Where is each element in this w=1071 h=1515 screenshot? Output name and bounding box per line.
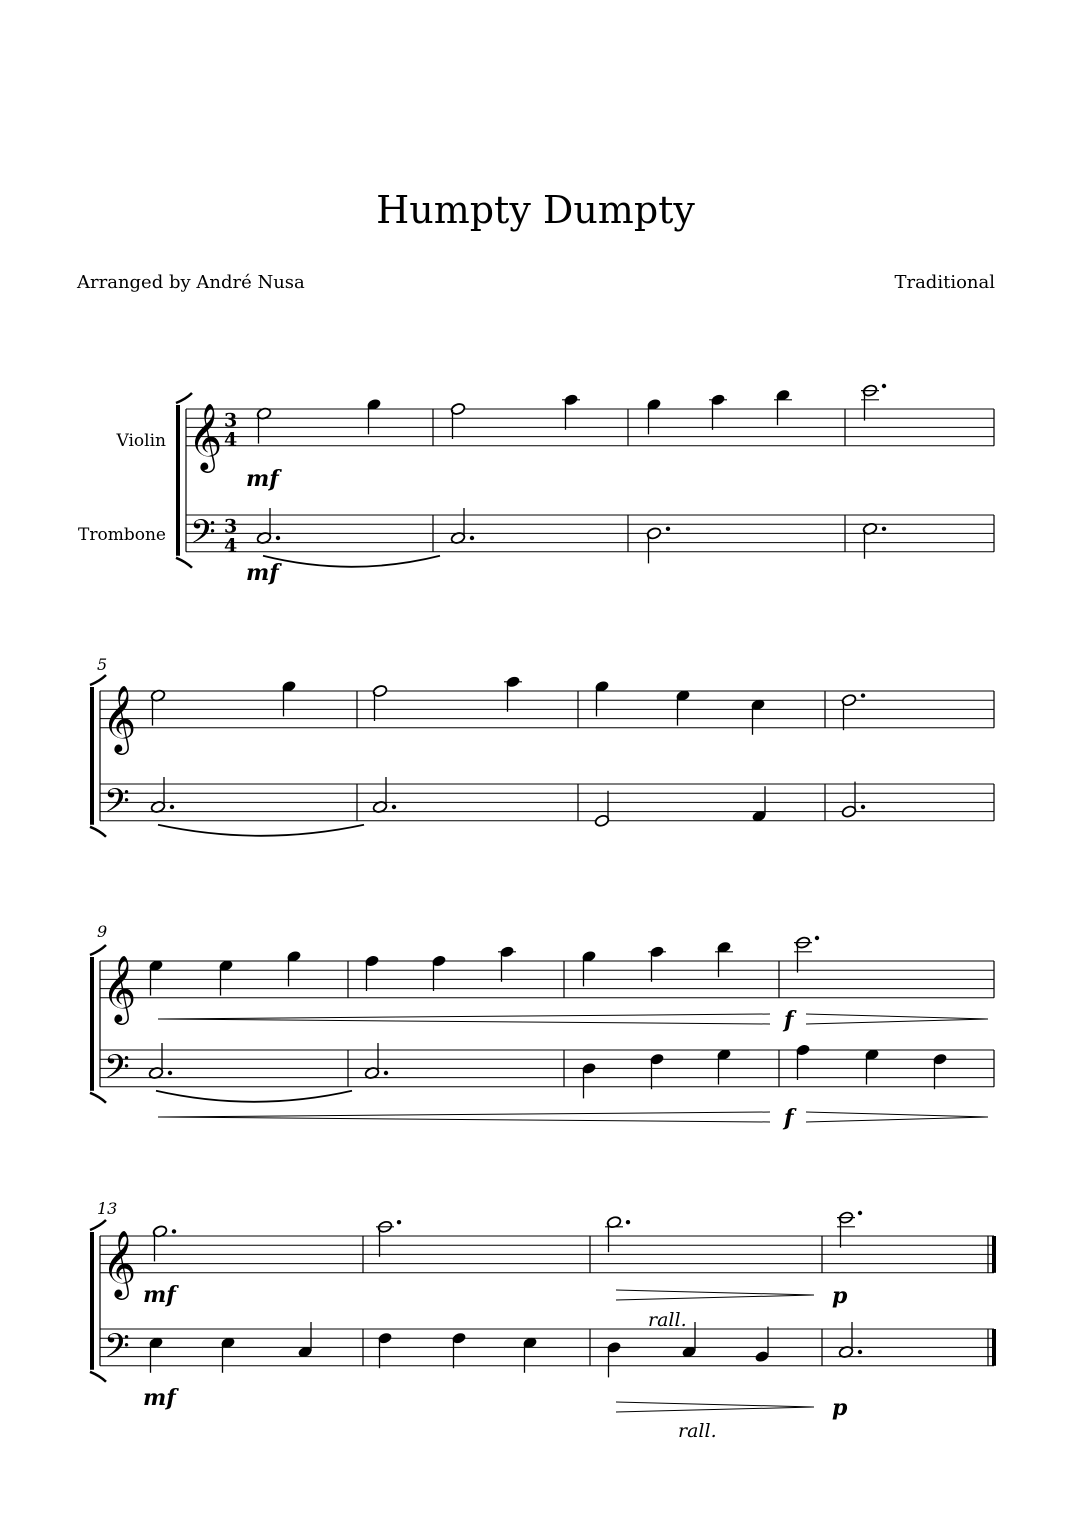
dynamic-p: p (832, 1283, 848, 1309)
hairpin (616, 1290, 814, 1295)
measure-number: 9 (97, 922, 108, 941)
dynamic-f: f (784, 1105, 794, 1131)
tempo-rall: rall. (648, 1309, 687, 1331)
augmentation-dot (392, 805, 396, 809)
augmentation-dot (276, 536, 280, 540)
hairpin (806, 1112, 988, 1117)
hairpin (158, 1019, 770, 1024)
page-title: Humpty Dumpty (376, 188, 695, 232)
augmentation-dot (470, 536, 474, 540)
dynamic-mf: mf (143, 1282, 176, 1308)
hairpin (616, 1295, 814, 1300)
instrument-label-violin: Violin (116, 431, 166, 451)
treble-clef: 𝄞 (188, 401, 223, 470)
instrument-label-trombone: Trombone (78, 525, 166, 545)
augmentation-dot (882, 527, 886, 531)
time-signature-top: 3 (224, 409, 238, 432)
arranger-credit: Arranged by André Nusa (77, 272, 305, 293)
treble-clef: 𝄞 (102, 953, 137, 1022)
augmentation-dot (861, 693, 865, 697)
measure-number: 13 (97, 1199, 118, 1218)
hairpin (616, 1402, 814, 1407)
tie (158, 825, 364, 836)
augmentation-dot (882, 384, 886, 388)
dynamic-p: p (832, 1395, 848, 1421)
hairpin (806, 1117, 988, 1122)
treble-clef: 𝄞 (102, 683, 137, 752)
bass-clef: 𝄢 (104, 782, 130, 829)
augmentation-dot (815, 936, 819, 940)
augmentation-dot (397, 1220, 401, 1224)
hairpin (806, 1014, 988, 1019)
bass-clef: 𝄢 (104, 1327, 130, 1374)
dynamic-f: f (784, 1007, 794, 1033)
augmentation-dot (861, 805, 865, 809)
dynamic-mf: mf (246, 560, 279, 586)
augmentation-dot (666, 527, 670, 531)
time-signature-bottom: 4 (224, 534, 238, 557)
augmentation-dot (170, 805, 174, 809)
dynamic-mf: mf (143, 1385, 176, 1411)
measure-number: 5 (97, 655, 108, 674)
hairpin (158, 1112, 770, 1117)
tempo-rall: rall. (678, 1420, 717, 1442)
hairpin (806, 1019, 988, 1024)
augmentation-dot (626, 1220, 630, 1224)
augmentation-dot (384, 1071, 388, 1075)
bass-clef: 𝄢 (190, 513, 216, 560)
notation-layer (90, 384, 994, 1442)
hairpin (616, 1407, 814, 1412)
time-signature-top: 3 (224, 515, 238, 538)
tie (156, 1091, 352, 1102)
augmentation-dot (172, 1229, 176, 1233)
augmentation-dot (858, 1211, 862, 1215)
augmentation-dot (168, 1071, 172, 1075)
augmentation-dot (858, 1350, 862, 1354)
hairpin (158, 1014, 770, 1019)
dynamic-mf: mf (246, 466, 279, 492)
bass-clef: 𝄢 (104, 1048, 130, 1095)
time-signature-bottom: 4 (224, 428, 238, 451)
composer-credit: Traditional (894, 272, 995, 293)
hairpin (158, 1117, 770, 1122)
tie (263, 556, 440, 567)
treble-clef: 𝄞 (102, 1228, 137, 1297)
